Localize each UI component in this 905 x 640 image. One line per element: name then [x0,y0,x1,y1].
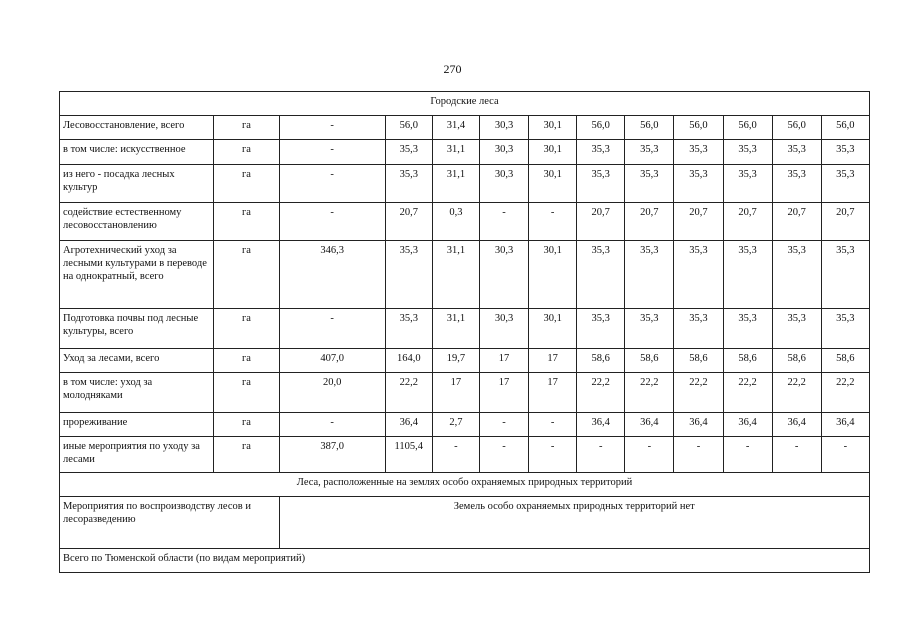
value-cell: 35,3 [385,241,432,309]
value-cell: 36,4 [577,413,625,437]
value-cell: 20,7 [772,203,821,241]
value-cell: 35,3 [772,165,821,203]
value-cell: 17 [479,349,528,373]
base-value-cell: 407,0 [279,349,385,373]
base-value-cell: - [279,116,385,140]
value-cell: 17 [529,373,577,413]
value-cell: 35,3 [674,241,723,309]
value-cell: - [821,437,869,473]
table-row [60,373,870,413]
value-cell: 56,0 [821,116,869,140]
value-cell: 30,3 [479,116,528,140]
value-cell: - [479,413,528,437]
base-value-cell: 20,0 [279,373,385,413]
value-cell: 36,4 [772,413,821,437]
value-cell: 35,3 [723,309,772,349]
value-cell: 58,6 [674,349,723,373]
value-cell: 56,0 [772,116,821,140]
value-cell: 20,7 [385,203,432,241]
value-cell: 30,1 [529,241,577,309]
value-cell: - [723,437,772,473]
value-cell: 35,3 [723,140,772,165]
value-cell: 35,3 [577,241,625,309]
row-label: Подготовка почвы под лесные культуры, всего [60,309,214,349]
value-cell: 35,3 [577,165,625,203]
row-label: содействие естественному лесовосстановлению [60,203,214,241]
value-cell: 30,1 [529,116,577,140]
value-cell: 35,3 [772,140,821,165]
row-label: Лесовосстановление, всего [60,116,214,140]
base-value-cell: 346,3 [279,241,385,309]
base-value-cell: - [279,165,385,203]
section-header-row [60,92,870,116]
row-label: Агротехнический уход за лесными культурами в переводе на однократный, всего [60,241,214,309]
value-cell: 22,2 [577,373,625,413]
value-cell: 35,3 [385,165,432,203]
value-cell: 36,4 [625,413,674,437]
value-cell: 35,3 [821,165,869,203]
page-number: 270 [443,62,462,76]
value-cell: 17 [479,373,528,413]
value-cell: 31,1 [432,165,479,203]
value-cell: 35,3 [772,241,821,309]
value-cell: 31,1 [432,140,479,165]
value-cell: 35,3 [821,309,869,349]
unit-cell: га [214,203,279,241]
value-cell: - [577,437,625,473]
value-cell: 58,6 [723,349,772,373]
value-cell: 20,7 [577,203,625,241]
value-cell: 56,0 [723,116,772,140]
unit-cell: га [214,373,279,413]
value-cell: 58,6 [821,349,869,373]
value-cell: 35,3 [625,140,674,165]
value-cell: 22,2 [674,373,723,413]
row-label: иные мероприятия по уходу за лесами [60,437,214,473]
value-cell: 30,1 [529,165,577,203]
row-label: из него - посадка лесных культур [60,165,214,203]
value-cell: 31,1 [432,309,479,349]
table-row [60,140,870,165]
table-row [60,203,870,241]
value-cell: 56,0 [674,116,723,140]
value-cell: 35,3 [674,140,723,165]
base-value-cell: - [279,413,385,437]
table-row [60,116,870,140]
value-cell: 35,3 [385,140,432,165]
value-cell: 35,3 [772,309,821,349]
value-cell: 30,1 [529,309,577,349]
value-cell: - [432,437,479,473]
table-row [60,413,870,437]
row-label: в том числе: уход за молодняками [60,373,214,413]
value-cell: - [674,437,723,473]
value-cell: 0,3 [432,203,479,241]
value-cell: 35,3 [625,165,674,203]
value-cell: 36,4 [385,413,432,437]
value-cell: 22,2 [723,373,772,413]
value-cell: 35,3 [625,309,674,349]
row-label: Мероприятия по воспроизводству лесов и лесоразведению [60,497,280,549]
value-cell: 35,3 [385,309,432,349]
value-cell: 56,0 [625,116,674,140]
value-cell: 20,7 [821,203,869,241]
table-row [60,309,870,349]
value-cell: 58,6 [772,349,821,373]
value-cell: 35,3 [723,165,772,203]
base-value-cell: - [279,309,385,349]
table-row [60,241,870,309]
value-cell: 56,0 [385,116,432,140]
value-cell: 22,2 [821,373,869,413]
unit-cell: га [214,165,279,203]
value-cell: 17 [529,349,577,373]
value-cell: 30,3 [479,140,528,165]
value-cell: 35,3 [821,140,869,165]
section-title-protected-forests: Леса, расположенные на землях особо охраняемых природных территорий [60,473,870,497]
table-row [60,349,870,373]
section-header-row [60,473,870,497]
value-cell: 2,7 [432,413,479,437]
value-cell: - [529,413,577,437]
unit-cell: га [214,309,279,349]
value-cell: 35,3 [821,241,869,309]
value-cell: 35,3 [723,241,772,309]
value-cell: - [529,437,577,473]
table-row [60,497,870,549]
value-cell: 35,3 [674,165,723,203]
value-cell: 30,3 [479,165,528,203]
value-cell: 35,3 [674,309,723,349]
value-cell: 56,0 [577,116,625,140]
row-label: Уход за лесами, всего [60,349,214,373]
unit-cell: га [214,241,279,309]
unit-cell: га [214,140,279,165]
value-cell: - [625,437,674,473]
value-cell: 20,7 [723,203,772,241]
total-row-label: Всего по Тюменской области (по видам мероприятий) [60,549,870,573]
value-cell: - [479,203,528,241]
base-value-cell: - [279,203,385,241]
value-cell: 30,3 [479,309,528,349]
row-label: прореживание [60,413,214,437]
base-value-cell: 387,0 [279,437,385,473]
value-cell: - [479,437,528,473]
value-cell: 30,1 [529,140,577,165]
base-value-cell: - [279,140,385,165]
value-cell: 36,4 [821,413,869,437]
value-cell: 164,0 [385,349,432,373]
value-cell: 36,4 [723,413,772,437]
value-cell: - [772,437,821,473]
value-cell: 20,7 [674,203,723,241]
value-cell: 20,7 [625,203,674,241]
value-cell: 35,3 [577,140,625,165]
forest-activities-table [59,91,870,573]
unit-cell: га [214,116,279,140]
unit-cell: га [214,437,279,473]
value-cell: 31,4 [432,116,479,140]
total-row [60,549,870,573]
value-cell: 30,3 [479,241,528,309]
value-cell: 22,2 [772,373,821,413]
value-cell: 58,6 [625,349,674,373]
table-row [60,165,870,203]
value-cell: 22,2 [625,373,674,413]
unit-cell: га [214,413,279,437]
value-cell: 22,2 [385,373,432,413]
value-cell: 35,3 [577,309,625,349]
value-cell: 17 [432,373,479,413]
unit-cell: га [214,349,279,373]
table-row [60,437,870,473]
value-cell: - [529,203,577,241]
row-label: в том числе: искусственное [60,140,214,165]
protected-territories-note: Земель особо охраняемых природных территорий нет [279,497,870,549]
value-cell: 1105,4 [385,437,432,473]
value-cell: 58,6 [577,349,625,373]
value-cell: 36,4 [674,413,723,437]
value-cell: 19,7 [432,349,479,373]
value-cell: 31,1 [432,241,479,309]
section-title-city-forests: Городские леса [60,92,870,116]
value-cell: 35,3 [625,241,674,309]
